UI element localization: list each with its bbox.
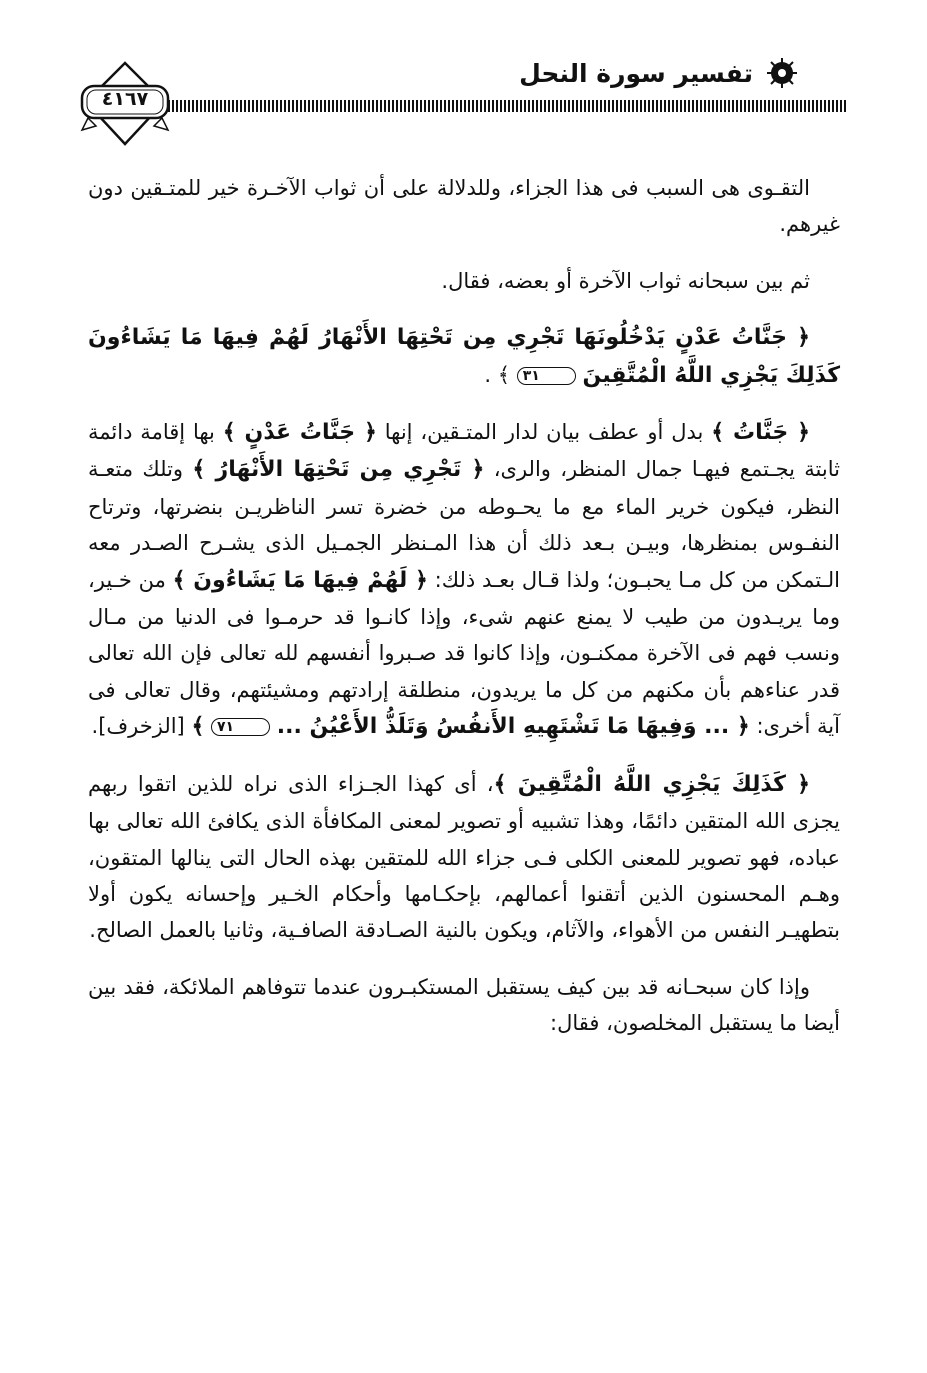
ornament-icon — [767, 58, 797, 88]
paragraph-4 — [88, 414, 840, 746]
paragraph-5 — [88, 766, 840, 949]
verse-close: ﴾ — [191, 714, 205, 740]
quoted-verse: ﴿ كَذَلِكَ يَجْزِي اللَّهُ الْمُتَّقِينَ ﴾ — [493, 771, 811, 797]
quoted-verse: ﴿ جَنَّاتُ ﴾ — [711, 420, 810, 446]
quoted-verse: ﴿ تَجْرِي مِن تَحْتِهَا الأَنْهَارُ ﴾ — [192, 457, 485, 483]
body-text — [88, 170, 840, 1042]
quoted-verse: ﴿ لَهُمْ فِيهَا مَا يَشَاءُونَ ﴾ — [172, 567, 428, 593]
header-rule — [160, 100, 846, 112]
paragraph-6: وإذا كان سبحـانه قد بين كيف يستقبل المستكبـرون عندما تتوفاهم الملائكة، فقد بين أيضا ما يستقبل المخلصون، فقال: — [88, 974, 840, 1036]
commentary-text: من خـير، وما يريـدون من طيب لا يمنع عنهم شىء، وإذا كانـوا قد حرمـوا فى الدنيا من مـال ونسب فهم فى الآخرة ممكنـون، وإذا كانوا قد صـبروا أنفسهم لله تعالى فإن الله تعالى قدر عناءهم بأن مكنهم من كل ما يريدون، منطلقة إرادتهم ومشيئتهم، وقال تعالى فى آية أخرى: — [88, 567, 840, 739]
page-number: ٤١٦٧ — [101, 88, 149, 110]
aya-number: ٧١ — [211, 718, 270, 736]
paragraph-1: التقـوى هى السبب فى هذا الجزاء، وللدلالة على أن ثواب الآخـرة خير للمتـقين دون غيرهم. — [88, 176, 840, 237]
commentary-text: وتلك متعـة النظر، فيكون خرير الماء مع ما يحـوطه من خضرة تسر الناظريـن بنضرتها، وترتاح النفـوس بمنظرها، وبيـن بـعد ذلك أن هذا المـنظر الجمـيل الذى يشـرح الصـدر معه الـتمكن من كل مـا يحبـون؛ ولذا قـال بعـد ذلك: — [88, 457, 840, 592]
paragraph-2: ثم بين سبحانه ثواب الآخرة أو بعضه، فقال. — [441, 268, 810, 293]
aya-number: ٣١ — [517, 367, 576, 385]
surah-reference: [الزخرف]. — [91, 714, 192, 739]
commentary-text: بدل أو عطف بيان لدار المتـقين، إنها — [376, 420, 712, 445]
running-header — [519, 58, 797, 88]
verse-block — [88, 319, 840, 394]
quoted-verse: ﴿ جَنَّاتُ عَدْنٍ ﴾ — [222, 420, 377, 446]
commentary-text: ، أى كهذا الجـزاء الذى نراه للذين اتقوا ربهم يجزى الله المتقين دائمًا، وهذا تشبيه أو تصوير لمعنى المكافأة الذى يكافئ الله تعالى بها عباده، فهو تصوير للمعنى الكلى فـى جزاء الله للمتقين بهذه الحال التى ينالها المتقون، وهـم المحسنون الذين أتقنوا أعمالهم، بإحكـامها وأحكام الخـير وإحسانه يكون أولا بتطهيـر النفس من الأهواء، والآثام، ويكون بالنية الصـادقة الصافـية، وثانيا بالعمل الصالح. — [88, 771, 840, 943]
chapter-title: تفسير سورة النحل — [519, 58, 753, 88]
quoted-verse: ﴿ ... وَفِيهَا مَا تَشْتَهِيهِ الأَنفُسُ وَتَلَذُّ الأَعْيُنُ ... — [276, 714, 750, 740]
commentary-text: بها إقامة دائمة ثابتة يجـتمع فيهـا جمال المنظر، والرى، — [88, 420, 840, 482]
quran-verse: ﴿ جَنَّاتُ عَدْنٍ يَدْخُلُونَهَا تَجْرِي مِن تَحْتِهَا الأَنْهَارُ لَهُمْ فِيهَا مَا يَشَاءُونَ كَذَلِكَ يَجْزِي اللَّهُ الْمُتَّقِينَ — [88, 325, 840, 388]
verse-close: ﴾ . — [484, 362, 511, 387]
